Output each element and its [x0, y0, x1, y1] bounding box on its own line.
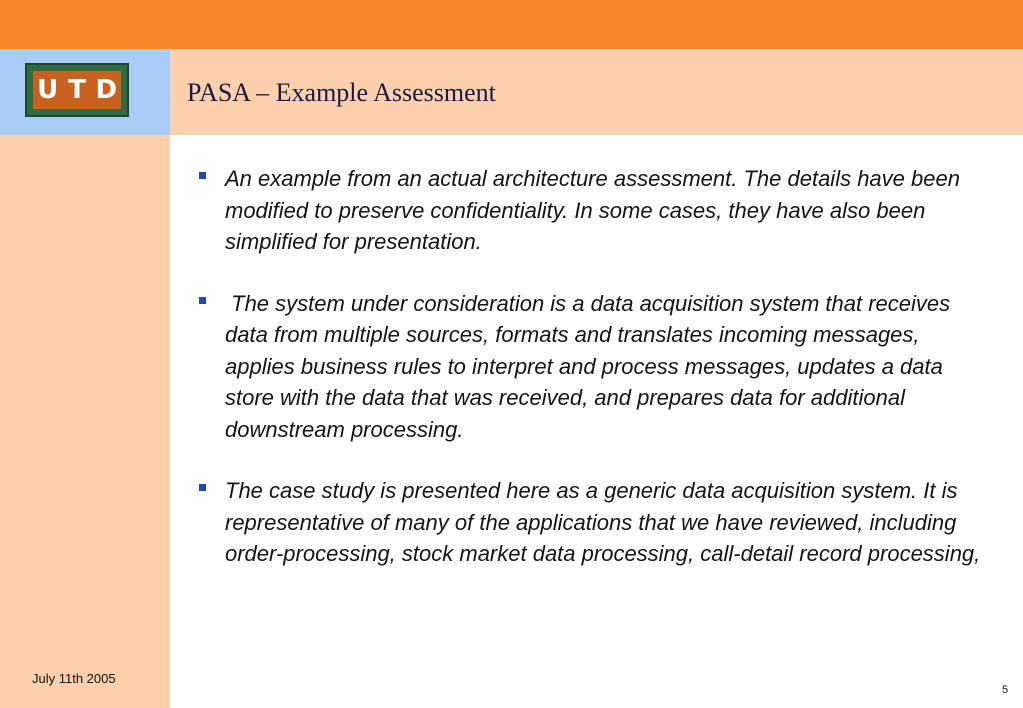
utd-logo-plate — [33, 71, 121, 109]
bullet-text: The case study is presented here as a generic data acquisition system. It is representative of many of the applications that we have reviewed, including order-processing, stock market data processing, call-detail record processing, — [225, 478, 981, 566]
slide-title: PASA – Example Assessment — [187, 78, 496, 107]
left-sidebar — [0, 135, 170, 708]
bullet-text: The system under consideration is a data acquisition system that receives data from multiple sources, formats and translates incoming messages, applies business rules to interpret and process messages, updates a data store with the data that was received, and prepares data for additional downstream processing. — [225, 290, 957, 442]
utd-logo — [25, 63, 129, 117]
square-bullet-icon — [199, 484, 206, 491]
bullet-item — [196, 475, 986, 570]
square-bullet-icon — [199, 172, 206, 179]
footer-date: July 11th 2005 — [32, 671, 116, 686]
square-bullet-icon — [199, 297, 206, 304]
top-bar — [0, 0, 1023, 49]
bullet-list — [196, 163, 986, 600]
logo-letter-t: T — [68, 75, 86, 105]
bullet-item — [196, 288, 986, 446]
bullet-item — [196, 163, 986, 258]
logo-letter-d: D — [95, 75, 118, 105]
page-number: 5 — [1002, 684, 1009, 696]
bullet-text: An example from an actual architecture assessment. The details have been modified to preserve confidentiality. In some cases, they have also been simplified for presentation. — [225, 166, 967, 254]
logo-letter-u: U — [37, 75, 59, 105]
